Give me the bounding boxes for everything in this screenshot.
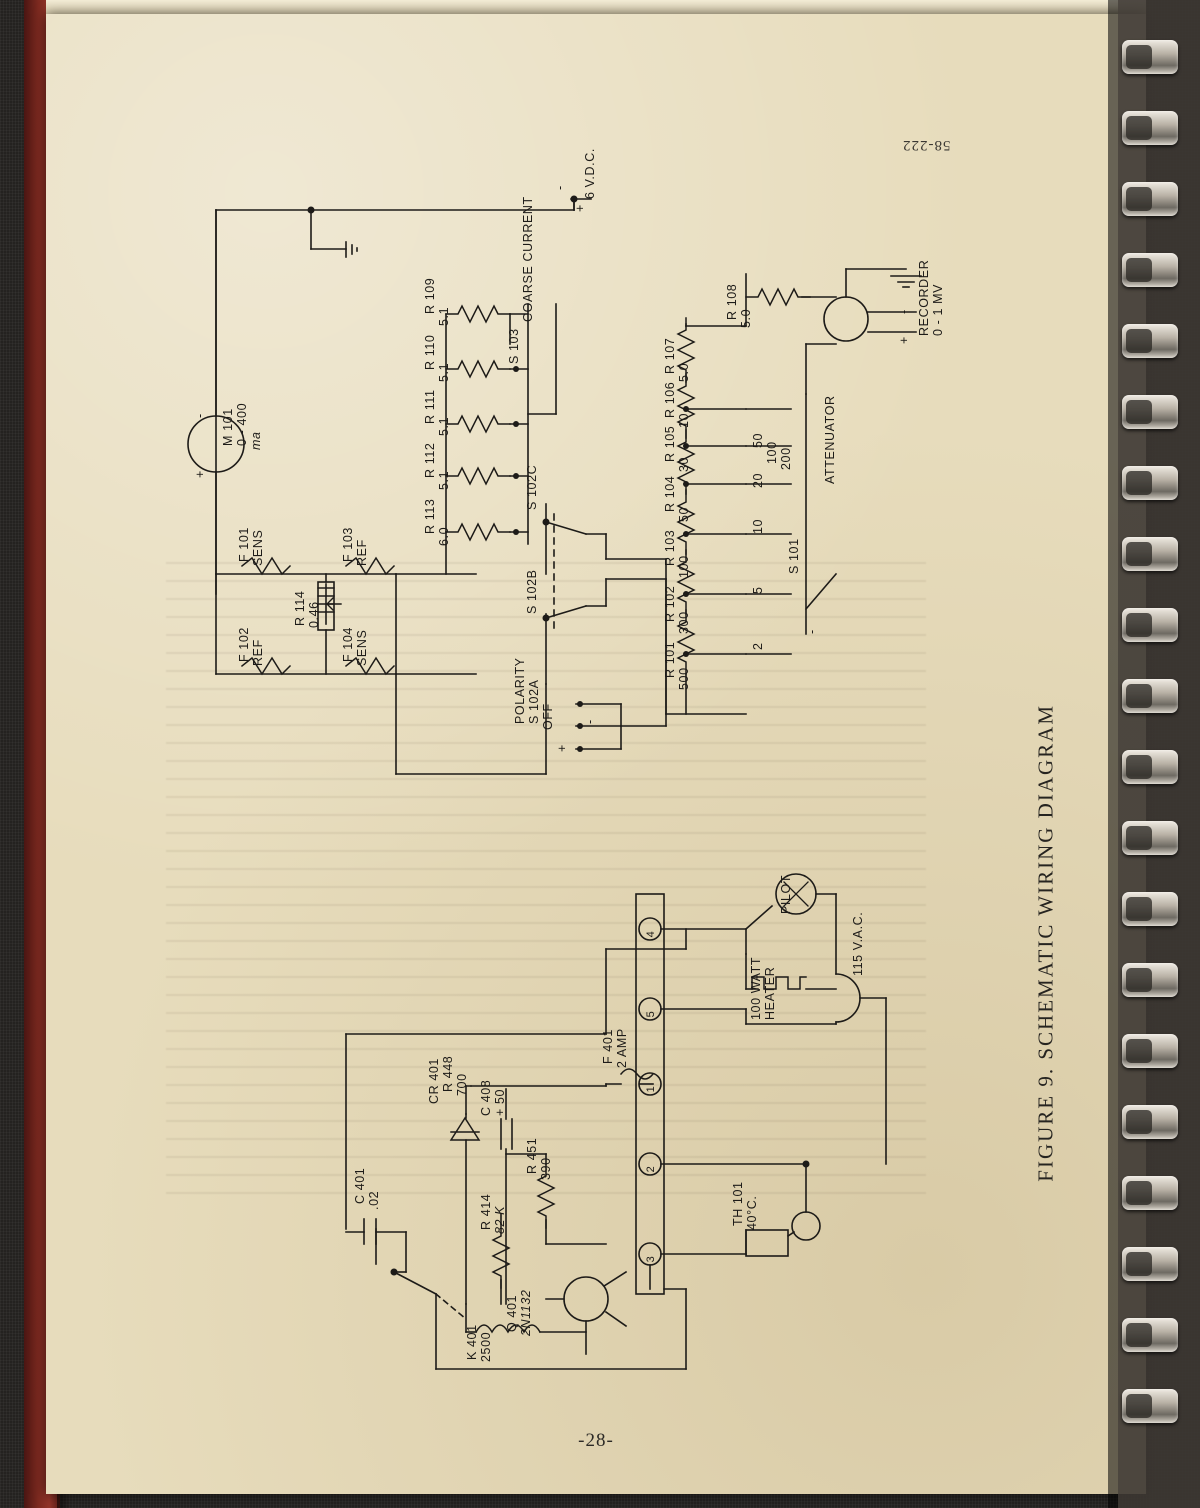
schematic-wiring-diagram	[46, 14, 1146, 1494]
binding-coil	[1122, 111, 1178, 145]
label-c408-value: + 50	[493, 1088, 507, 1116]
label-tap-2: 2	[751, 642, 765, 650]
label-f103-fn: REF	[355, 539, 369, 566]
label-polarity-minus: -	[583, 719, 597, 724]
label-r108-value: 5.0	[739, 308, 753, 328]
label-polarity: POLARITY	[513, 657, 527, 724]
binding-coil	[1122, 679, 1178, 713]
label-r104: R 104	[663, 475, 677, 512]
binding-coil	[1122, 40, 1178, 74]
label-s102a: S 102A	[527, 679, 541, 724]
label-r111: R 111	[423, 389, 437, 424]
label-r414-value: 82 K	[493, 1205, 507, 1234]
label-r112-value: 5.1	[437, 470, 451, 490]
label-supply-plus: +	[573, 204, 587, 212]
label-th101: TH 101	[731, 1181, 745, 1226]
label-r448: R 448	[441, 1055, 455, 1092]
label-r102: R 102	[663, 585, 677, 622]
label-r104-value: 50	[677, 506, 691, 522]
label-supply: 6 V.D.C.	[583, 148, 597, 199]
label-r106: R 106	[663, 381, 677, 418]
label-r110: R 110	[423, 334, 437, 370]
label-r102-value: 300	[677, 611, 691, 634]
binding-coil	[1122, 1389, 1178, 1423]
binding-coil	[1122, 821, 1178, 855]
binding-coil	[1122, 608, 1178, 642]
label-r112: R 112	[423, 442, 437, 478]
label-f104-fn: SENS	[355, 629, 369, 666]
label-c408: C 408	[479, 1079, 493, 1116]
label-r114: R 114	[293, 590, 307, 626]
binding-coil	[1122, 253, 1178, 287]
label-k401-value: 2500	[479, 1331, 493, 1362]
label-c401: C 401	[353, 1167, 367, 1204]
label-f401-rating: 2 AMP	[615, 1028, 629, 1068]
label-f101: F 101	[237, 527, 251, 562]
label-m101-designator: M 101	[221, 408, 235, 446]
label-tap-50: 50	[751, 432, 765, 448]
label-r103-value: 100	[677, 555, 691, 578]
binding-coil	[1122, 324, 1178, 358]
label-m101-plus: +	[193, 470, 207, 478]
label-s101: S 101	[787, 538, 801, 574]
label-r451-value: 390	[539, 1157, 553, 1180]
binding-coil	[1122, 963, 1178, 997]
terminal-5: 5	[645, 1010, 657, 1018]
label-th101-setting: 40°C.	[745, 1195, 759, 1230]
label-polarity-plus: +	[555, 744, 569, 752]
label-pilot: PILOT	[779, 874, 793, 914]
label-tap-20: 20	[751, 472, 765, 488]
label-s102c: S 102C	[525, 464, 539, 510]
label-r110-value: 5.1	[437, 362, 451, 382]
label-mains: 115 V.A.C.	[851, 911, 865, 976]
label-r448-value: 700	[455, 1073, 469, 1096]
label-heater: HEATER	[763, 966, 777, 1020]
label-s102b: S 102B	[525, 569, 539, 614]
label-tap-5: 5	[751, 586, 765, 594]
label-r107: R 107	[663, 337, 677, 374]
label-r113-value: 6.0	[437, 526, 451, 546]
terminal-1: 1	[645, 1085, 657, 1093]
binding-coil	[1122, 537, 1178, 571]
label-s103: S 103	[507, 328, 521, 364]
document-code: 58-222	[901, 137, 950, 153]
label-supply-minus: -	[553, 185, 567, 190]
label-r107-value: 5.0	[677, 362, 691, 382]
label-f102: F 102	[237, 627, 251, 662]
label-tap-10: 10	[751, 518, 765, 534]
label-r108: R 108	[725, 283, 739, 320]
label-m101-minus: -	[193, 413, 207, 418]
label-recorder-range: 0 - 1 MV	[931, 283, 945, 336]
binding-coil	[1122, 1318, 1178, 1352]
label-tap-200: 200	[779, 447, 793, 470]
label-k401: K 401	[465, 1324, 479, 1360]
label-r105-value: 30	[677, 456, 691, 472]
label-r101: R 101	[663, 641, 677, 678]
label-recorder: RECORDER	[917, 259, 931, 336]
binding-coil	[1122, 1105, 1178, 1139]
binding-coil	[1122, 395, 1178, 429]
label-r113: R 113	[423, 498, 437, 534]
binding-coil	[1122, 892, 1178, 926]
binding-coil	[1122, 1176, 1178, 1210]
label-heater-rating: 100 WATT	[749, 956, 763, 1020]
label-q401-type: 2N1132	[519, 1289, 533, 1336]
label-m101-range: 0 - 400	[235, 402, 249, 446]
label-tap-100: 100	[765, 441, 779, 464]
label-polarity-off: OFF	[541, 703, 555, 730]
label-attenuator: ATTENUATOR	[823, 395, 837, 484]
page-content	[46, 14, 1146, 1494]
terminal-2: 2	[645, 1165, 657, 1173]
label-q401: Q 401	[505, 1294, 519, 1332]
binding-coil	[1122, 1247, 1178, 1281]
label-r109: R 109	[423, 277, 437, 314]
manual-page	[46, 14, 1146, 1494]
label-f104: F 104	[341, 627, 355, 662]
label-r111-value: 5.1	[437, 416, 451, 436]
label-f401: F 401	[601, 1029, 615, 1064]
label-f101-fn: SENS	[251, 529, 265, 566]
label-m101-unit: ma	[249, 431, 263, 450]
label-recorder-plus: +	[897, 336, 911, 344]
label-f102-fn: REF	[251, 639, 265, 666]
label-r103: R 103	[663, 529, 677, 566]
label-r105: R 105	[663, 425, 677, 462]
figure-caption: FIGURE 9. SCHEMATIC WIRING DIAGRAM	[1034, 704, 1058, 1182]
page-number: -28-	[578, 1430, 614, 1451]
label-recorder-minus: -	[897, 309, 911, 314]
label-r101-value: 500	[677, 667, 691, 690]
label-cr401: CR 401	[427, 1058, 441, 1104]
binding-coil	[1122, 1034, 1178, 1068]
label-r451: R 451	[525, 1137, 539, 1174]
label-r114-value: 0.46	[307, 601, 321, 628]
label-r109-value: 5.1	[437, 306, 451, 326]
binding-coil	[1122, 182, 1178, 216]
label-f103: F 103	[341, 527, 355, 562]
binding-coil	[1122, 466, 1178, 500]
label-c401-value: .02	[367, 1190, 381, 1210]
label-r106-value: 10	[677, 412, 691, 428]
label-coarse-current: COARSE CURRENT	[521, 196, 535, 322]
binding-coil	[1122, 750, 1178, 784]
terminal-3: 3	[645, 1255, 657, 1263]
terminal-4: 4	[645, 930, 657, 938]
label-r414: R 414	[479, 1193, 493, 1230]
label-attenuator-minus: -	[805, 629, 819, 634]
